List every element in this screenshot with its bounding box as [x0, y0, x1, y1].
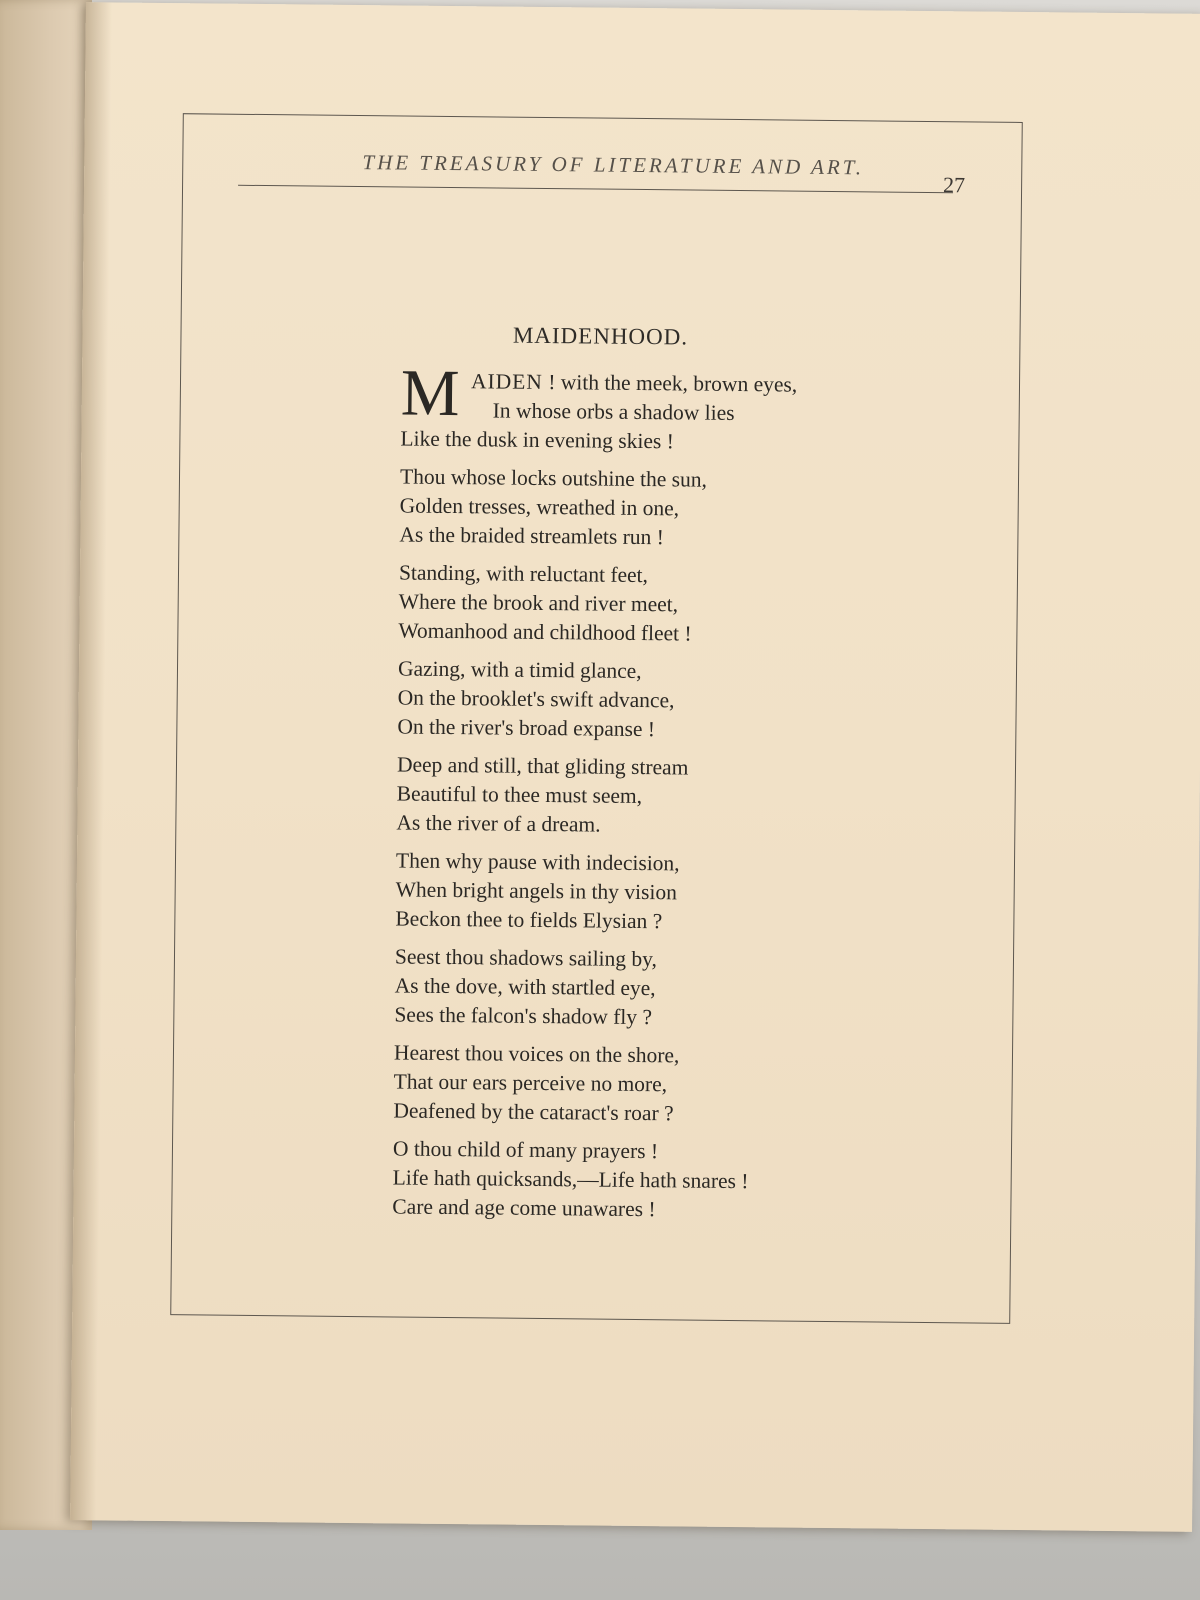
- stanza-1: [400, 356, 961, 459]
- poem-line: Care and age come unawares !: [392, 1194, 656, 1222]
- book-page: [70, 2, 1200, 1532]
- poem-line: Where the brook and river meet,: [398, 589, 679, 617]
- poem-line: Seest thou shadows sailing by,: [394, 944, 658, 972]
- poem-line: As the braided streamlets run !: [399, 522, 665, 550]
- poem-line: Standing, with reluctant feet,: [398, 560, 649, 588]
- stanza-3: [398, 558, 959, 651]
- poem-line: Gazing, with a timid glance,: [397, 656, 642, 684]
- stanza-7: [394, 942, 955, 1035]
- stanza-2: [399, 462, 960, 555]
- page-number: 27: [942, 172, 966, 198]
- stanza-8: [393, 1038, 954, 1131]
- poem-line: Like the dusk in evening skies !: [400, 426, 675, 454]
- page-border-frame: [170, 113, 1023, 1324]
- poem-title: MAIDENHOOD.: [512, 322, 689, 350]
- poem-line: Hearest thou voices on the shore,: [393, 1040, 680, 1068]
- poem-line: Then why pause with indecision,: [395, 848, 680, 876]
- poem-body: [392, 356, 961, 1236]
- poem-line: As the dove, with startled eye,: [394, 973, 656, 1001]
- poem-line: Golden tresses, wreathed in one,: [399, 493, 680, 521]
- poem-line: Womanhood and childhood fleet !: [398, 618, 692, 646]
- poem-line: Thou whose locks outshine the sun,: [399, 464, 708, 492]
- header-rule: [238, 185, 953, 193]
- poem-line: Deep and still, that gliding stream: [396, 752, 689, 780]
- poem-line: When bright angels in thy vision: [395, 877, 678, 905]
- stanza-9: [392, 1134, 953, 1227]
- running-head: THE TREASURY OF LITERATURE AND ART.: [362, 150, 865, 180]
- poem-line: Beckon thee to fields Elysian ?: [395, 906, 663, 934]
- poem-line: In whose orbs a shadow lies: [492, 398, 735, 425]
- poem-line: Life hath quicksands,—Life hath snares !: [392, 1165, 749, 1194]
- stanza-4: [397, 654, 958, 747]
- poem-line: Sees the falcon's shadow fly ?: [394, 1002, 653, 1030]
- poem-line: As the river of a dream.: [396, 810, 601, 837]
- poem-line: On the river's broad expanse !: [397, 714, 656, 742]
- poem-line: [401, 366, 961, 401]
- poem-line: Beautiful to thee must seem,: [396, 781, 643, 809]
- poem-line: Deafened by the cataract's roar ?: [393, 1098, 674, 1126]
- poem-line: On the brooklet's swift advance,: [397, 685, 675, 713]
- stanza-5: [396, 750, 957, 843]
- stanza-6: [395, 846, 956, 939]
- poem-line: O thou child of many prayers !: [392, 1136, 659, 1164]
- poem-line: That our ears perceive no more,: [393, 1069, 668, 1097]
- first-line-rest: ! with the meek, brown eyes,: [542, 369, 798, 397]
- drop-cap: M: [400, 356, 460, 431]
- first-line-lead: AIDEN: [470, 369, 544, 394]
